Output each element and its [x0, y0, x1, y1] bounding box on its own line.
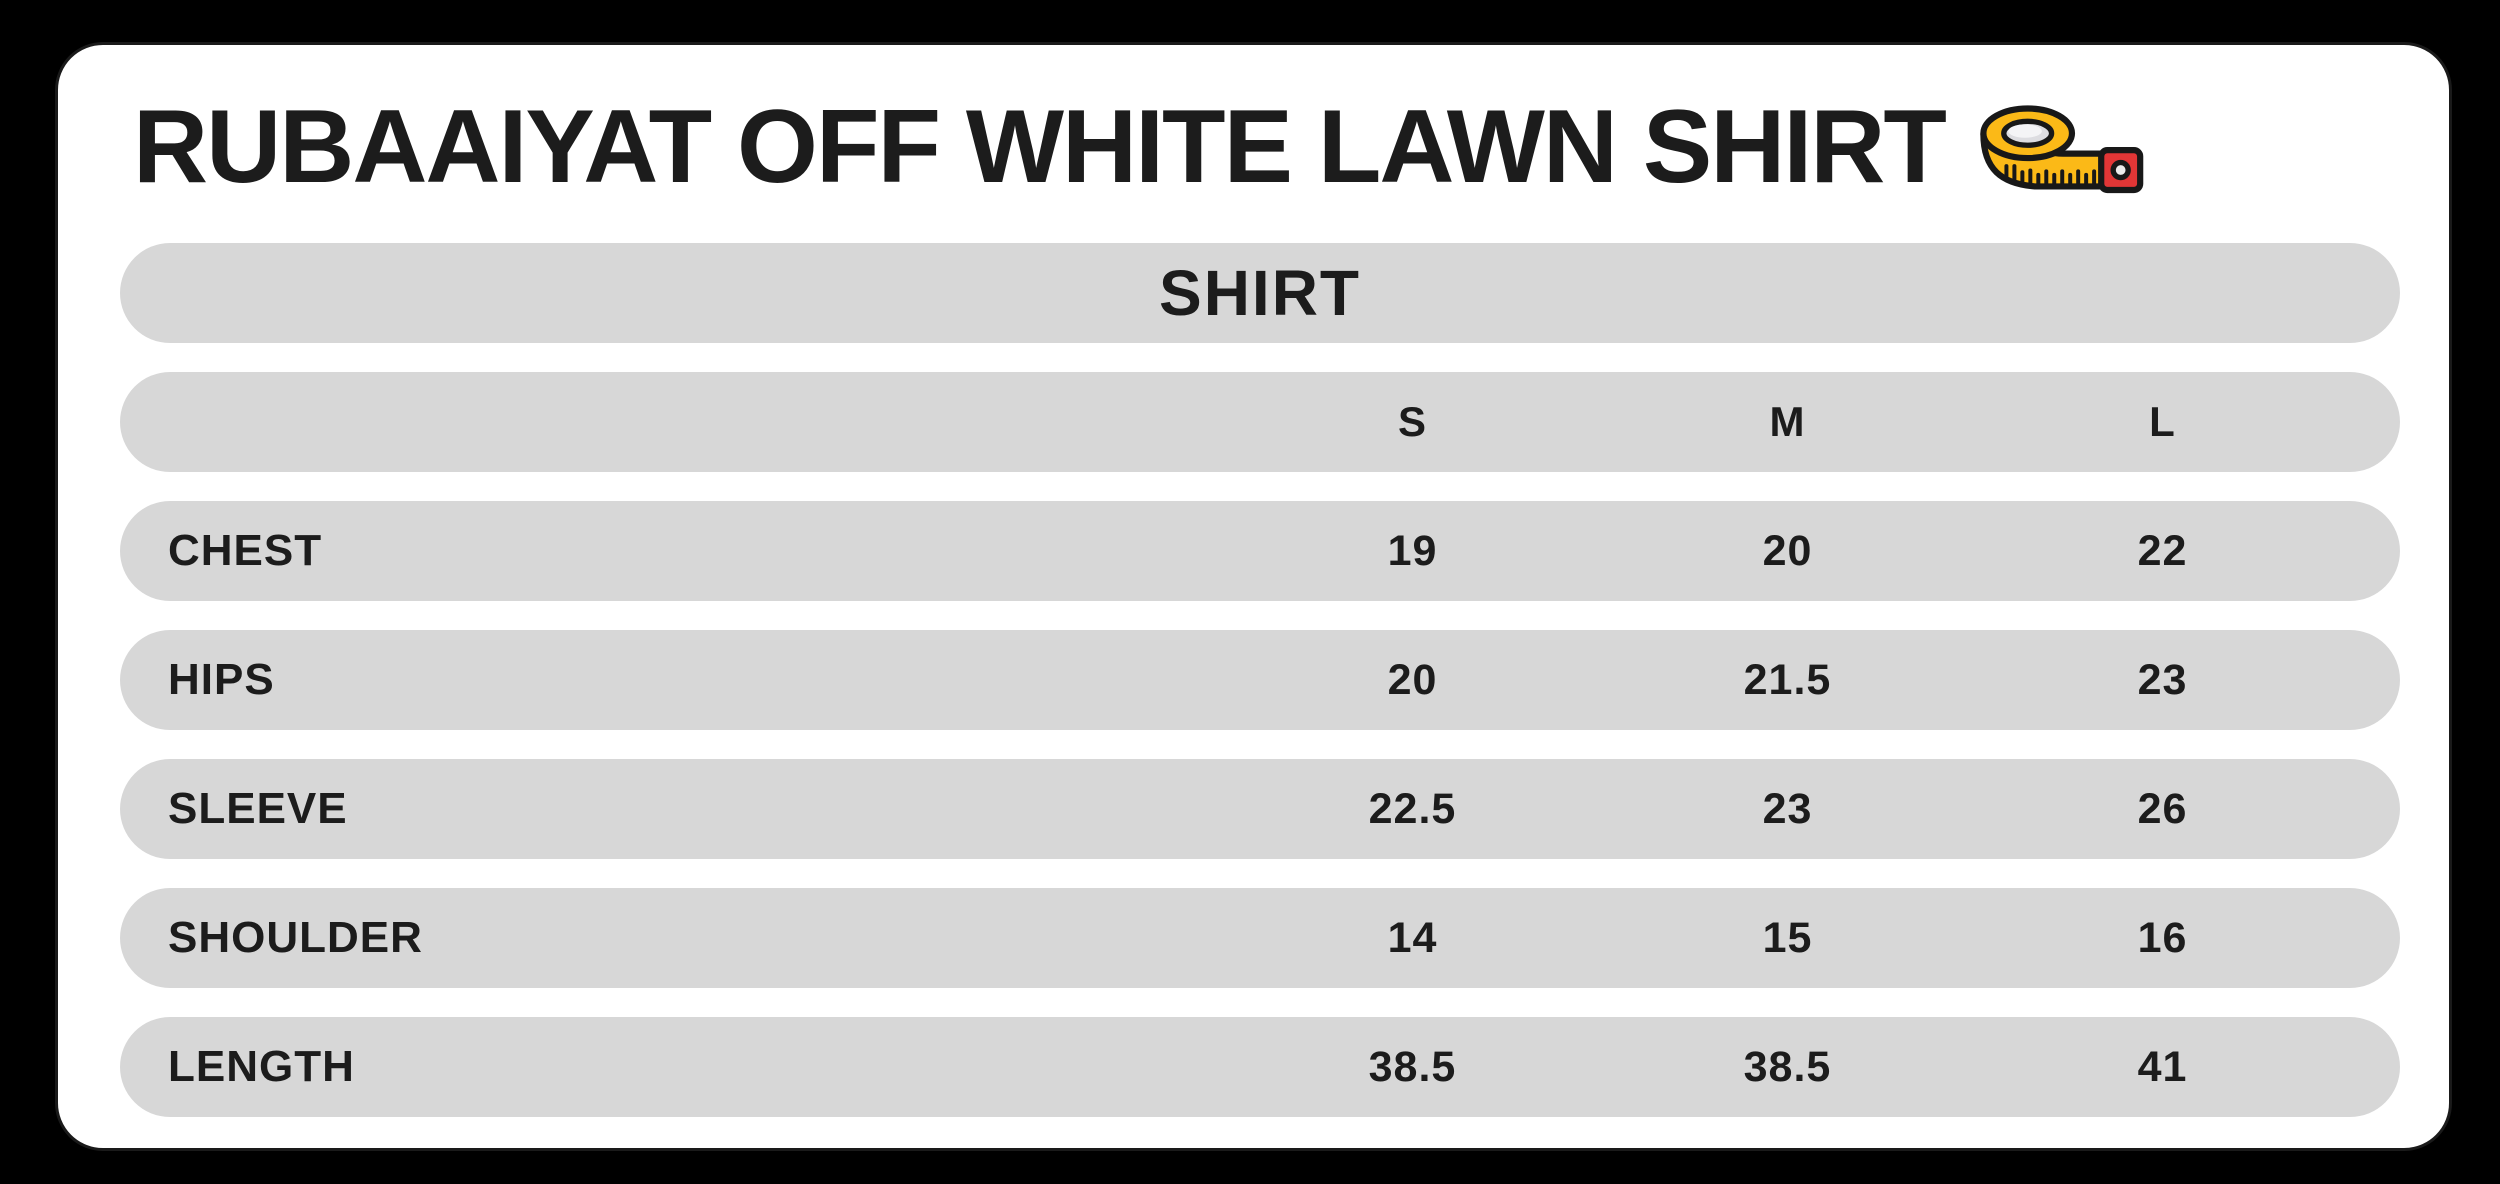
- page-title: RUBAAIYAT OFF WHITE LAWN SHIRT: [133, 89, 1945, 205]
- row-value-m: 38.5: [1743, 1042, 1832, 1091]
- row-value-l: 16: [2137, 913, 2188, 962]
- size-chart-card: [55, 42, 2452, 1151]
- table-row-sleeve: [120, 759, 2400, 859]
- row-label: CHEST: [168, 526, 323, 575]
- table-row-shoulder: [120, 888, 2400, 988]
- row-value-m: 15: [1762, 913, 1813, 962]
- column-header-s: S: [1397, 398, 1427, 445]
- table-row-hips: [120, 630, 2400, 730]
- column-header-l: L: [2149, 398, 2176, 445]
- row-value-s: 19: [1387, 526, 1438, 575]
- row-value-l: 23: [2137, 655, 2188, 704]
- column-header-m: M: [1769, 398, 1806, 445]
- section-header-bar: [120, 243, 2400, 343]
- row-label: LENGTH: [168, 1042, 355, 1091]
- row-value-l: 41: [2137, 1042, 2188, 1091]
- row-value-l: 26: [2137, 784, 2188, 833]
- size-header-row: [120, 372, 2400, 472]
- table-row-length: [120, 1017, 2400, 1117]
- row-value-m: 21.5: [1743, 655, 1832, 704]
- row-value-s: 14: [1387, 913, 1438, 962]
- tape-measure-icon: [1971, 95, 2157, 207]
- row-value-m: 20: [1762, 526, 1813, 575]
- title-row: [133, 91, 2400, 203]
- row-value-l: 22: [2137, 526, 2188, 575]
- table-row-chest: [120, 501, 2400, 601]
- section-header-label: SHIRT: [1159, 257, 1361, 329]
- row-label: SHOULDER: [168, 913, 423, 962]
- row-value-s: 38.5: [1368, 1042, 1457, 1091]
- row-value-s: 20: [1387, 655, 1438, 704]
- row-label: SLEEVE: [168, 784, 348, 833]
- row-label: HIPS: [168, 655, 275, 704]
- row-value-m: 23: [1762, 784, 1813, 833]
- row-value-s: 22.5: [1368, 784, 1457, 833]
